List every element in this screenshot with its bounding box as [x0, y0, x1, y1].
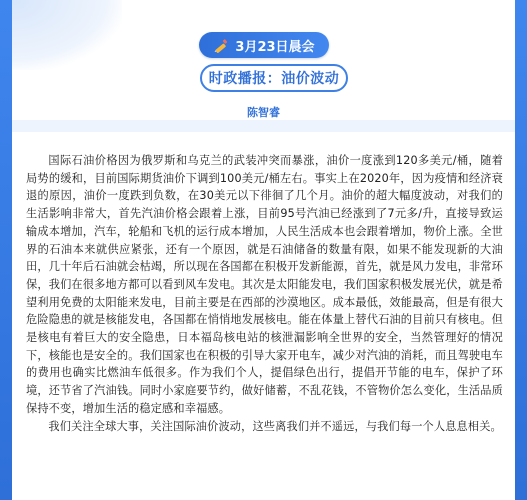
article-body: [12, 132, 515, 500]
right-frame-border: [515, 0, 527, 500]
pencil-icon: [213, 37, 229, 53]
date-label: 3月23日晨会: [235, 39, 315, 55]
author-name: 陈智睿: [247, 106, 280, 119]
article-paragraph: 我们关注全球大事，关注国际油价波动，这些离我们并不遥远，与我们每一个人息息相关。: [48, 419, 502, 433]
article-page: [12, 0, 515, 500]
article-paragraph: 国际石油价格因为俄罗斯和乌克兰的武装冲突而暴涨，油价一度涨到120多美元/桶，随着局势的缓和，目前国际期货油价下调到100美元/桶左右。事实上在2020年，因为疫情和经济衰退的原因，油价一度跌到负数，在30美元以下徘徊了几个月。油价的超大幅度波动，对我们的生活影响非常大，首先汽油价格会跟着上涨，目前95号汽油已经涨到了7元多/升，直接导致运输成本增加，汽车，轮船和飞机的运行成本增加，人民生活成本也会跟着增加，物价上涨。全世界的石油本来就供应紧张，还有一个原因，就是石油储备的数量有限，如果不能发现新的大油田，几十年后石油就会枯竭，所以现在各国都在积极开发新能源，首先，就是风力发电，非常环保，我们在很多地方都可以看到风车发电。其次是太阳能发电，我们国家积极发展光伏，就是希望利用免费的太阳能来发电，目前主要是在西部的沙漠地区。成本最低，效能最高，但是有很大危险隐患的就是核能发电，各国都在悄悄地发展核电。能在体量上替代石油的目前只有核电。但是核电有着巨大的安全隐患，日本福岛核电站的核泄漏影响全世界的安全，当然管理好的情况下，核能也是安全的。我们国家也在积极的引导大家开电车，减少对汽油的消耗，而且驾驶电车的费用也确实比燃油车低很多。作为我们个人，提倡绿色出行，提倡开节能的电车，保护了环境，还节省了汽油钱。同时小家庭要节约，做好储蓄，不乱花钱，不管物价怎么变化，生活品质保持不变，增加生活的稳定感和幸福感。: [26, 154, 503, 415]
article-header: [12, 0, 515, 120]
left-frame-border: [0, 0, 12, 500]
date-badge: [199, 32, 329, 58]
article-title: 时政播报：油价波动: [200, 64, 348, 92]
decorative-corner-shape: [12, 0, 122, 70]
